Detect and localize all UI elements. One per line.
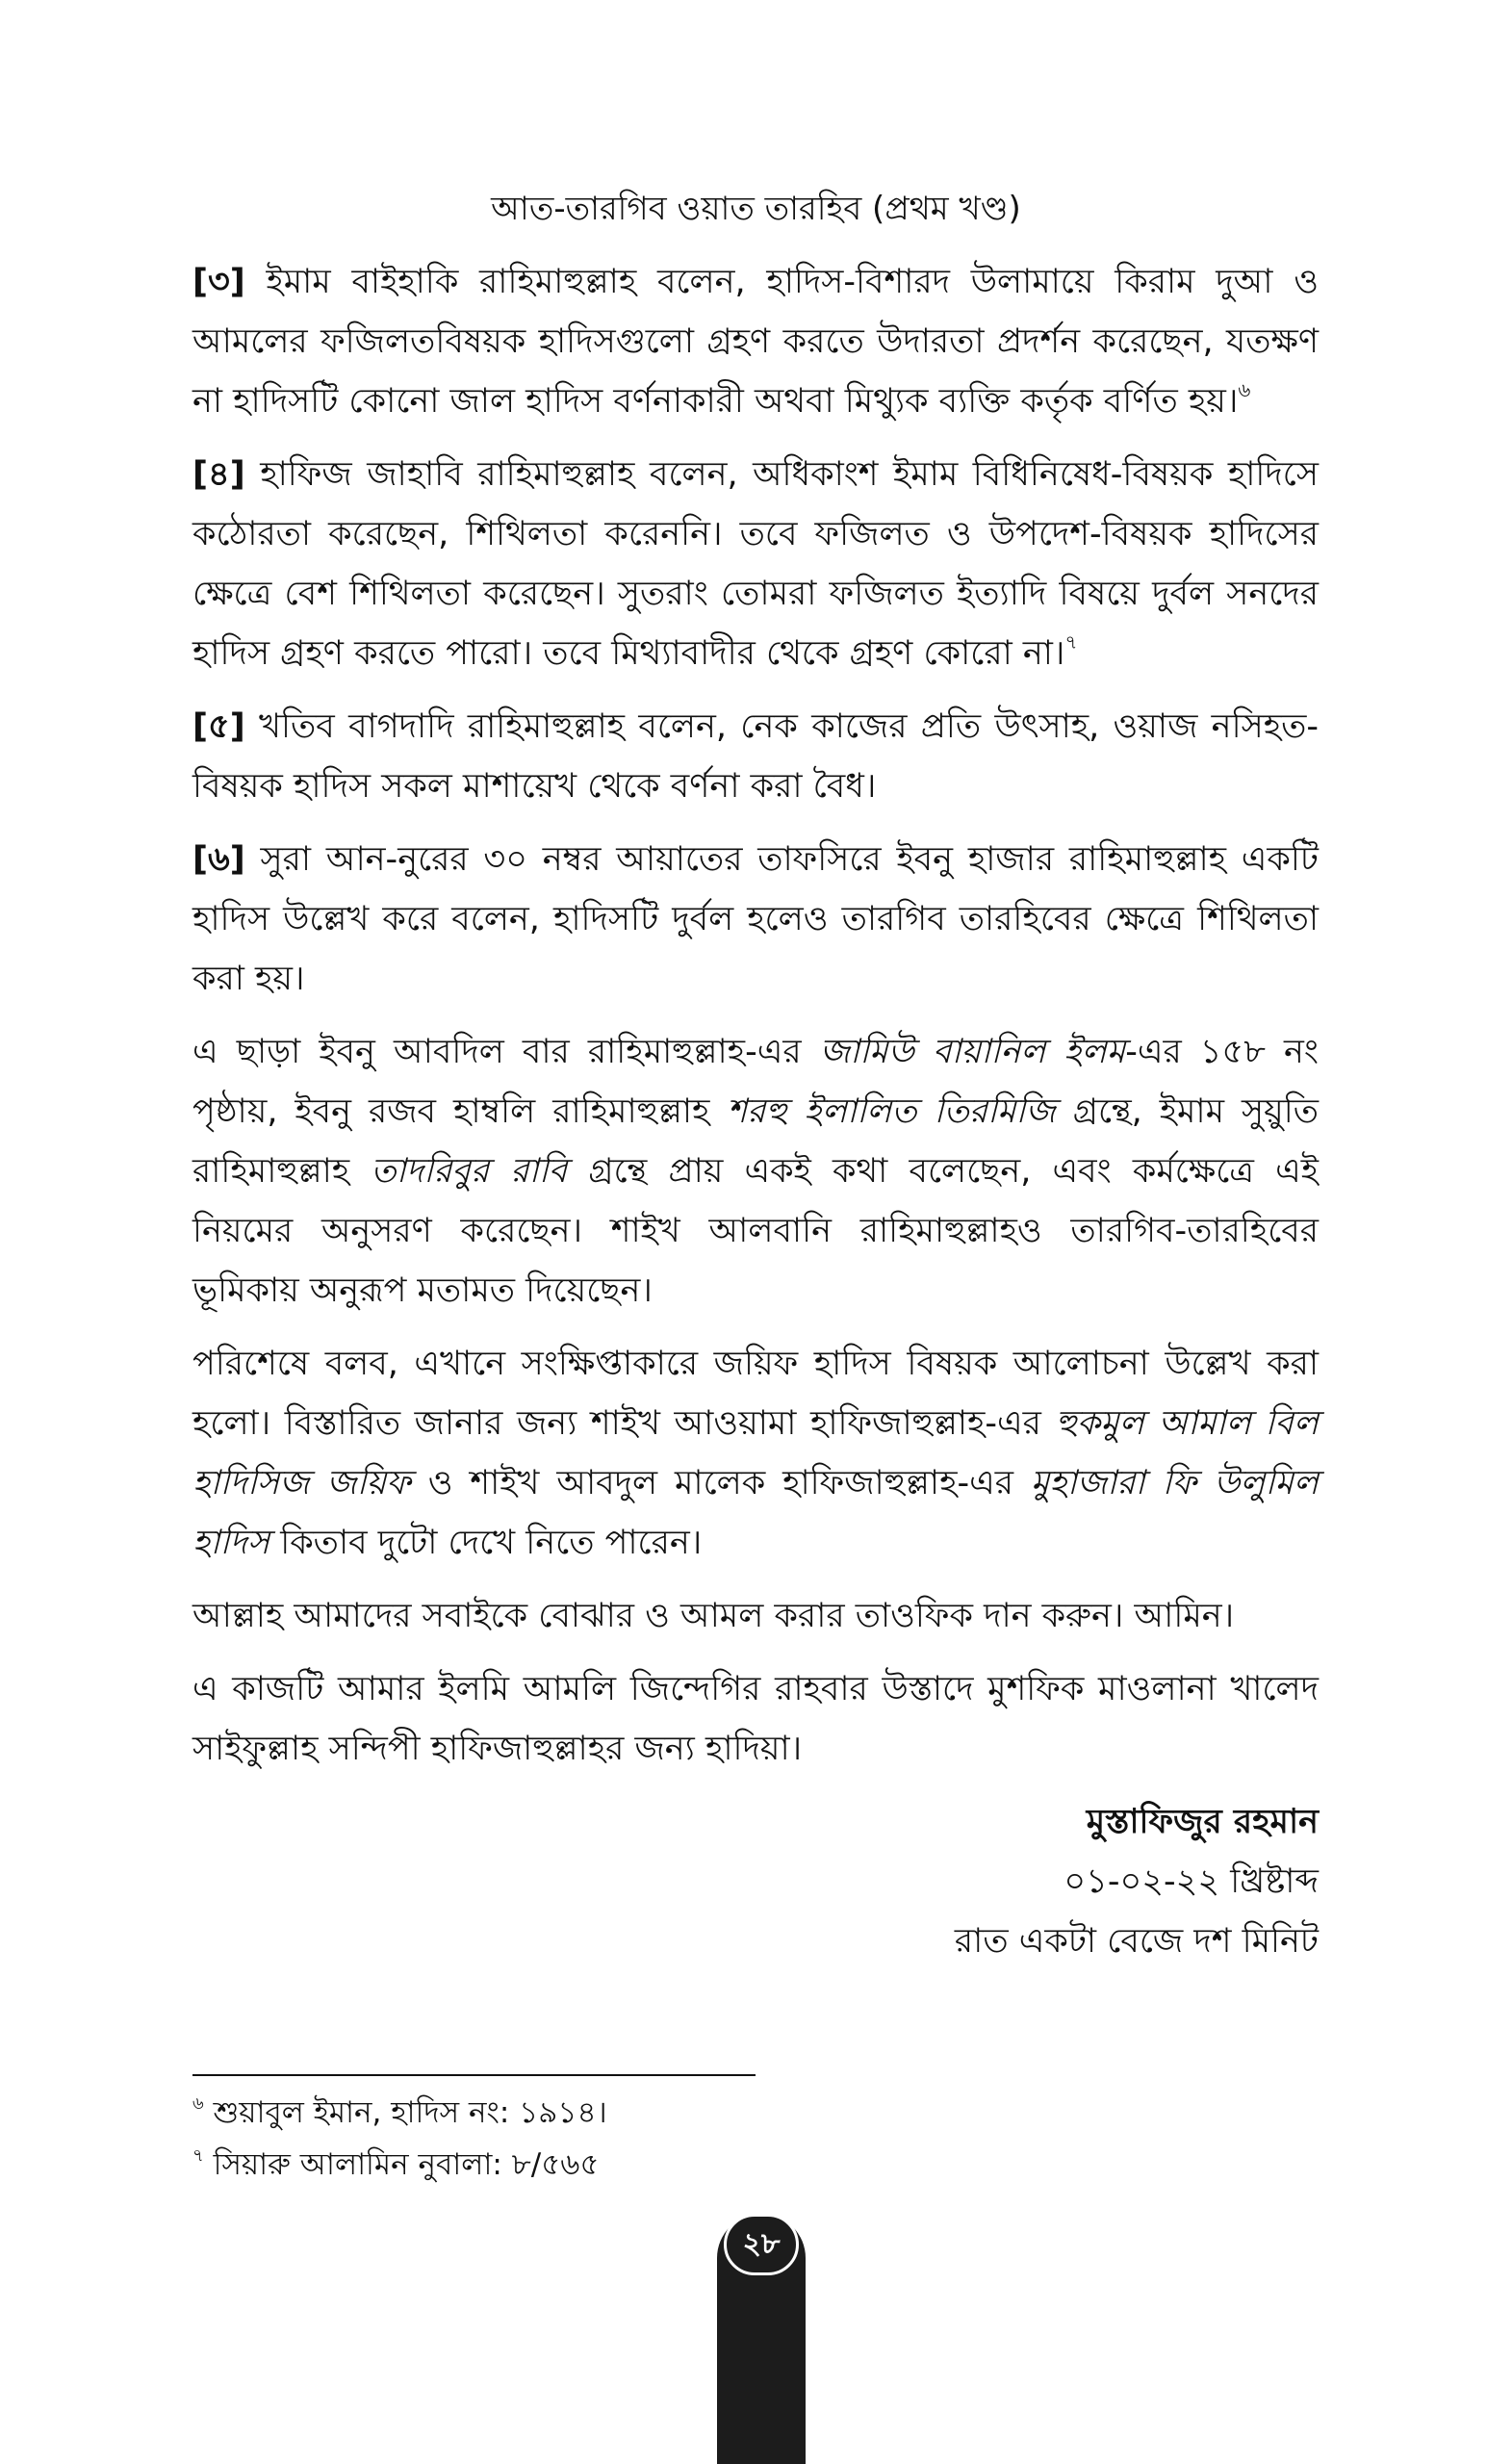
footnote-ref: ৭	[1064, 630, 1078, 654]
page-number: ২৮	[724, 2214, 799, 2275]
paragraph-references	[192, 1022, 1319, 1321]
book-title: শরহু ইলালিত তিরমিজি	[727, 1092, 1056, 1131]
paragraph-number: [৩]	[192, 263, 245, 301]
book-title: হুকমুল আমাল বিল হাদিসিজ জয়িফ	[192, 1404, 1319, 1502]
page-body	[192, 252, 1319, 1971]
footnotes	[192, 2087, 1319, 2191]
paragraph-text: সুরা আন-নুরের ৩০ নম্বর আয়াতের তাফসিরে ইবনু হাজার রাহিমাহুল্লাহ একটি হাদিস উল্লেখ করে বলেন, হাদিসটি দুর্বল হলেও তারগিব তারহিবের ক্ষেত্রে শিথিলতা করা হয়।	[192, 840, 1319, 998]
text-run: -এর ১৫৮ নং পৃষ্ঠায়, ইবনু রজব হাম্বলি রাহিমাহুল্লাহ	[192, 1033, 1319, 1131]
paragraph-3	[192, 252, 1319, 431]
book-title: জামিউ বায়ানিল ইলম	[819, 1033, 1126, 1071]
book-title: মুহাজারা ফি উলুমিল হাদিস	[192, 1464, 1319, 1562]
text-run: ও শাইখ আবদুল মালেক হাফিজাহুল্লাহ-এর	[410, 1464, 1031, 1502]
footnote-text: সিয়ারু আলামিন নুবালা: ৮/৫৬৫	[203, 2147, 600, 2182]
paragraph-text: খতিব বাগদাদি রাহিমাহুল্লাহ বলেন, নেক কাজের প্রতি উৎসাহ, ওয়াজ নসিহত-বিষয়ক হাদিস সকল মাশায়েখ থেকে বর্ণনা করা বৈধ।	[192, 707, 1319, 806]
book-title: তাদরিবুর রাবি	[371, 1152, 568, 1191]
signature-date: ০১-০২-২২ খ্রিষ্টাব্দ	[1064, 1862, 1319, 1901]
footnote-6	[192, 2087, 1319, 2139]
signature-time: রাত একটা বেজে দশ মিনিট	[954, 1922, 1319, 1961]
paragraph-5	[192, 697, 1319, 816]
paragraph-text: ইমাম বাইহাকি রাহিমাহুল্লাহ বলেন, হাদিস-বিশারদ উলামায়ে কিরাম দুআ ও আমলের ফজিলতবিষয়ক হাদিসগুলো গ্রহণ করতে উদারতা প্রদর্শন করেছেন, যতক্ষণ না হাদিসটি কোনো জাল হাদিস বর্ণনাকারী অথবা মিথ্যুক ব্যক্তি কর্তৃক বর্ণিত হয়।	[192, 263, 1319, 421]
footnote-ref: ৬	[1238, 378, 1251, 401]
author-name: মুস্তাফিজুর রহমান	[1086, 1803, 1319, 1841]
paragraph-conclusion	[192, 1334, 1319, 1573]
running-title: আত-তারগিব ওয়াত তারহিব (প্রথম খণ্ড)	[491, 190, 1021, 228]
text-run: পরিশেষে বলব, এখানে সংক্ষিপ্তাকারে জয়িফ হাদিস বিষয়ক আলোচনা উল্লেখ করা হলো। বিস্তারিত জানার জন্য শাইখ আওয়ামা হাফিজাহুল্লাহ-এর	[192, 1345, 1319, 1443]
paragraph-dedication: এ কাজটি আমার ইলমি আমলি জিন্দেগির রাহবার উস্তাদে মুশফিক মাওলানা খালেদ সাইফুল্লাহ সন্দিপী হাফিজাহুল্লাহর জন্য হাদিয়া।	[192, 1670, 1319, 1768]
paragraph-text: হাফিজ জাহাবি রাহিমাহুল্লাহ বলেন, অধিকাংশ ইমাম বিধিনিষেধ-বিষয়ক হাদিসে কঠোরতা করেছেন, শিথিলতা করেননি। তবে ফজিলত ও উপদেশ-বিষয়ক হাদিসের ক্ষেত্রে বেশ শিথিলতা করেছেন। সুতরাং তোমরা ফজিলত ইত্যাদি বিষয়ে দুর্বল সনদের হাদিস গ্রহণ করতে পারো। তবে মিথ্যাবাদীর থেকে গ্রহণ কোরো না।	[192, 455, 1319, 673]
paragraph-6	[192, 830, 1319, 1009]
paragraph-number: [৪]	[192, 455, 245, 494]
text-run: এ ছাড়া ইবনু আবদিল বার রাহিমাহুল্লাহ-এর	[192, 1033, 820, 1071]
footnote-divider	[192, 2074, 756, 2076]
footnote-7	[192, 2139, 1319, 2191]
footnote-mark: ৬	[192, 2093, 204, 2114]
paragraph-number: [৫]	[192, 707, 245, 746]
footnote-mark: ৭	[192, 2145, 204, 2166]
paragraph-number: [৬]	[192, 840, 245, 879]
text-run: গ্রন্থে, ইমাম সুয়ুতি রাহিমাহুল্লাহ	[192, 1092, 1319, 1191]
text-run: কিতাব দুটো দেখে নিতে পারেন।	[269, 1524, 703, 1562]
signature-block	[192, 1792, 1319, 1971]
footnote-text: শুয়াবুল ইমান, হাদিস নং: ১৯১৪।	[203, 2095, 607, 2130]
text-run: গ্রন্থে প্রায় একই কথা বলেছেন, এবং কর্মক্ষেত্রে এই নিয়মের অনুসরণ করেছেন। শাইখ আলবানি রাহিমাহুল্লাহও তারগিব-তারহিবের ভূমিকায় অনুরূপ মতামত দিয়েছেন।	[192, 1152, 1319, 1310]
paragraph-4	[192, 445, 1319, 683]
paragraph-dua: আল্লাহ আমাদের সবাইকে বোঝার ও আমল করার তাওফিক দান করুন। আমিন।	[192, 1597, 1235, 1635]
